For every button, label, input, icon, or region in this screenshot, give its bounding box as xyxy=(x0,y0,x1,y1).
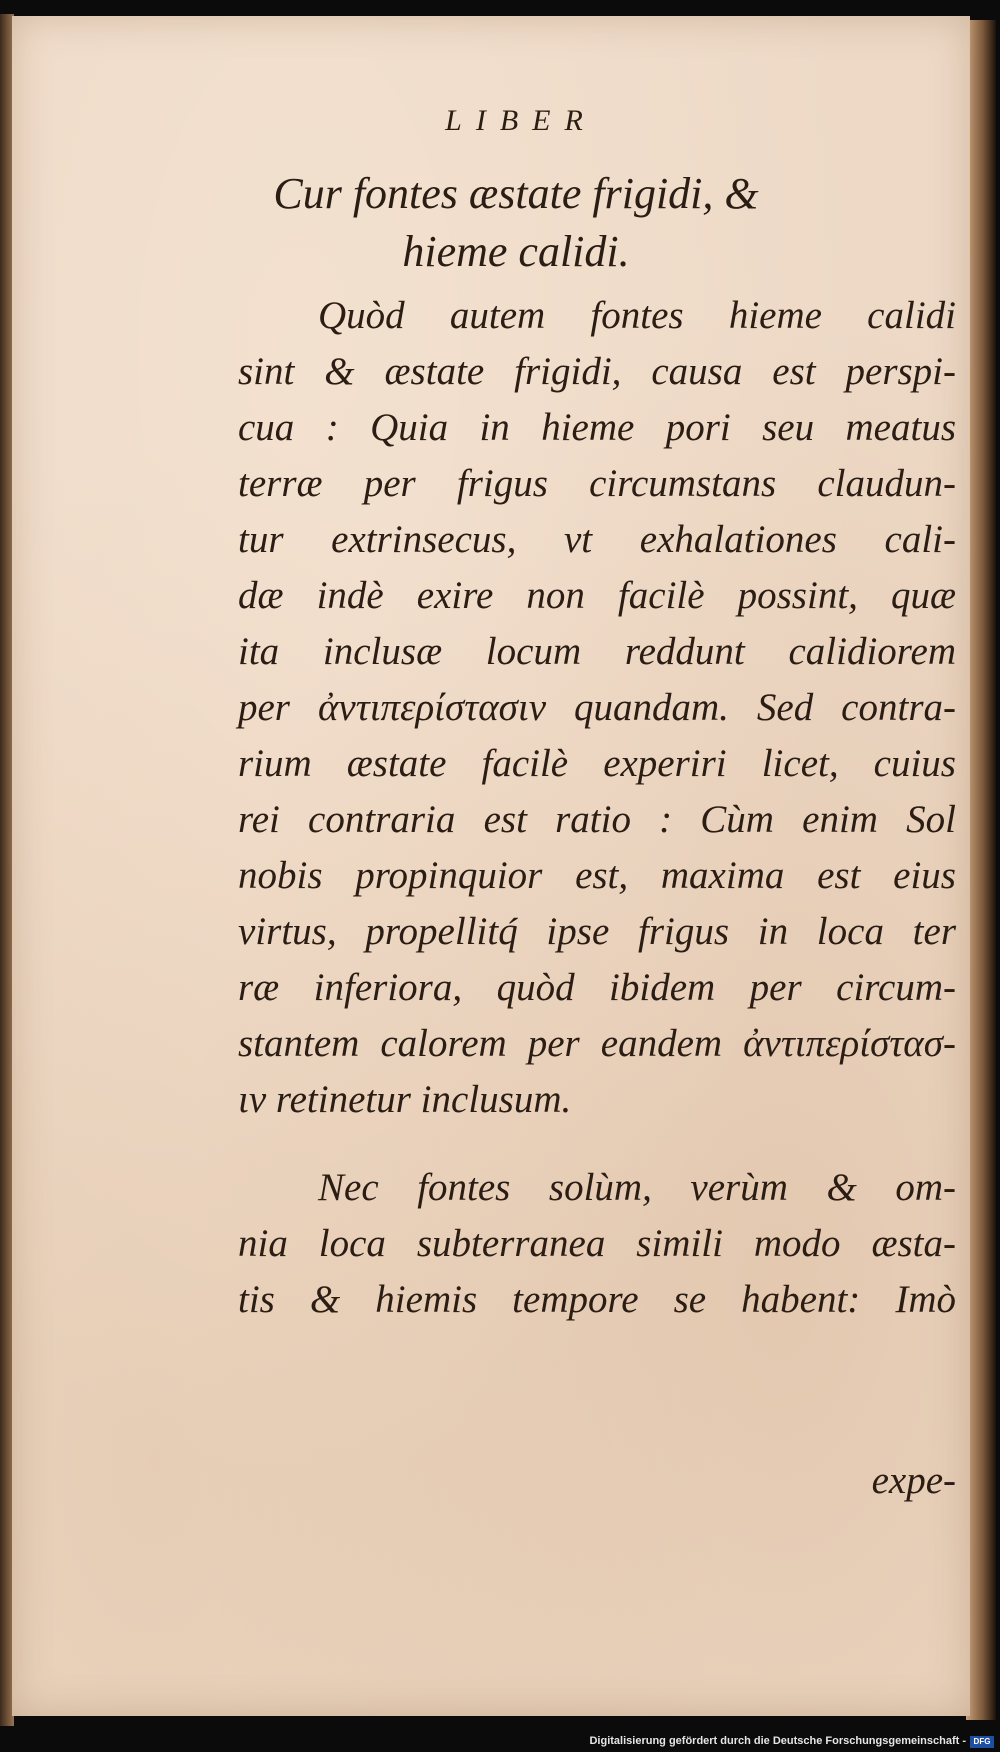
book-page xyxy=(12,16,970,1716)
body-text-line: dæ indè exire non facilè possint, quæ xyxy=(238,574,956,617)
page-right-edge xyxy=(966,20,996,1720)
body-text-line: Nec fontes solùm, verùm & om- xyxy=(318,1166,956,1209)
body-text-line: ιν retinetur inclusum. xyxy=(238,1078,572,1121)
body-text-line: ræ inferiora, quòd ibidem per circum- xyxy=(238,966,956,1009)
chapter-title-line: hieme calidi. xyxy=(402,227,630,276)
body-text-line: Quòd autem fontes hieme calidi xyxy=(318,294,956,337)
body-text-line: rium æstate facilè experiri licet, cuius xyxy=(238,742,956,785)
body-text-line: tis & hiemis tempore se habent: Imò xyxy=(238,1278,956,1321)
body-text-line: ita inclusæ locum reddunt calidiorem xyxy=(238,630,956,673)
catchword: expe- xyxy=(871,1459,956,1502)
dfg-logo-icon: DFG xyxy=(970,1736,994,1748)
running-head: LIBER xyxy=(445,104,597,137)
body-text-line: rei contraria est ratio : Cùm enim Sol xyxy=(238,798,956,841)
digitization-credit: Digitalisierung gefördert durch die Deutsche Forschungsgemeinschaft - xyxy=(589,1735,966,1747)
body-text-line: per ἀντιπερίστασιν quandam. Sed contra- xyxy=(238,686,956,729)
body-text-line: terræ per frigus circumstans claudun- xyxy=(238,462,956,505)
chapter-title-line: Cur fontes æstate frigidi, & xyxy=(273,169,759,218)
body-text-line: stantem calorem per eandem ἀντιπερίστασ- xyxy=(238,1022,956,1065)
body-text-line: virtus, propellitq́ ipse frigus in loca ter xyxy=(238,910,956,953)
body-text-line: nia loca subterranea simili modo æsta- xyxy=(238,1222,956,1265)
body-text-line: cua : Quia in hieme pori seu meatus xyxy=(238,406,956,449)
body-text-line: tur extrinsecus, vt exhalationes cali- xyxy=(238,518,956,561)
body-text-line: nobis propinquior est, maxima est eius xyxy=(238,854,956,897)
body-text-line: sint & æstate frigidi, causa est perspi- xyxy=(238,350,956,393)
